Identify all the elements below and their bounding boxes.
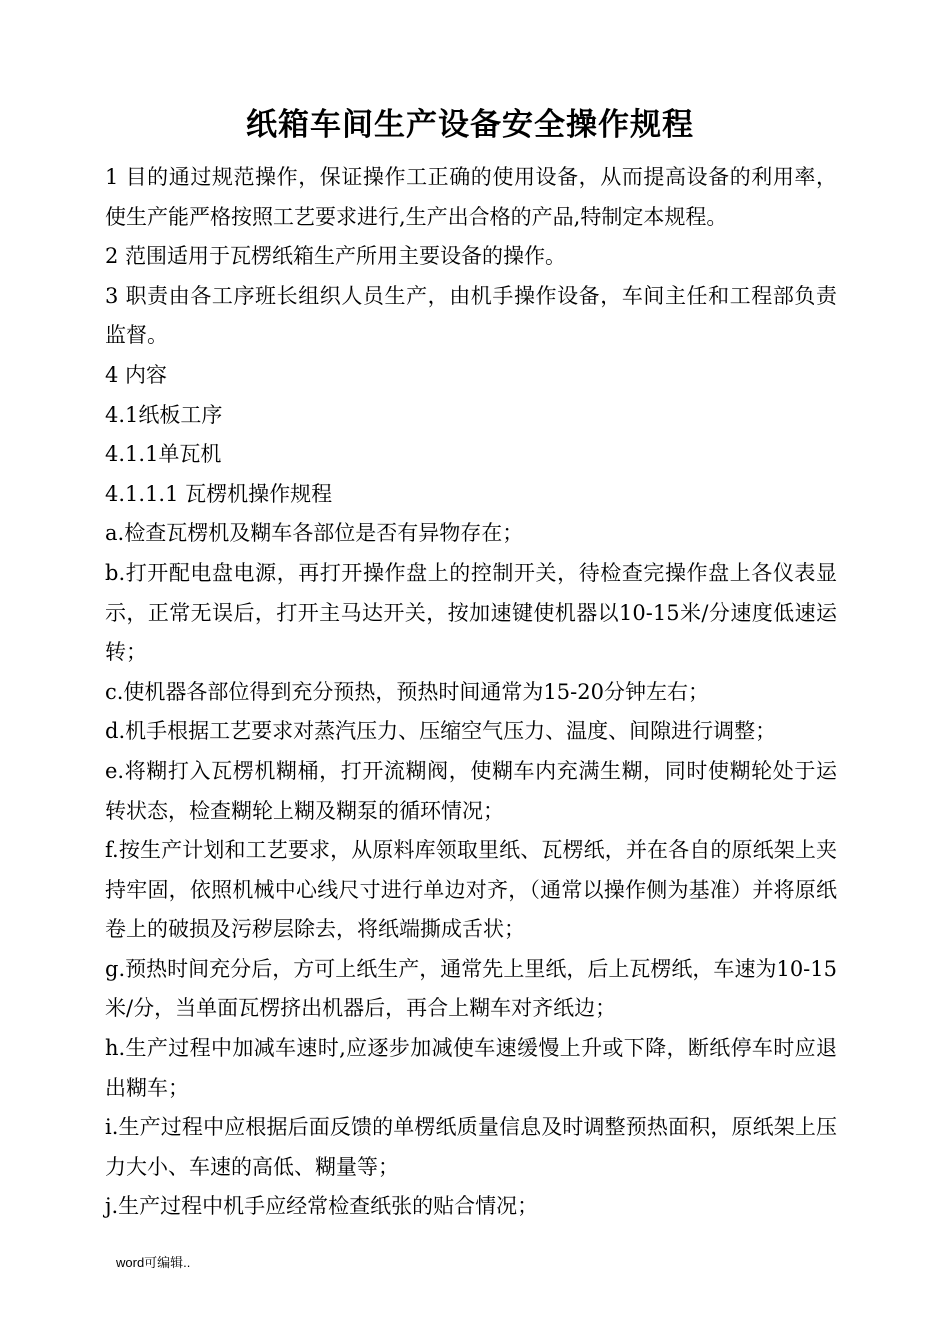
list-item-b: b.打开配电盘电源，再打开操作盘上的控制开关，待检查完操作盘上各仪表显示，正常无误后，打开主马达开关，按加速键使机器以10-15米/分速度低速运转； xyxy=(105,560,837,665)
paragraph-purpose: 1 目的通过规范操作，保证操作工正确的使用设备，从而提高设备的利用率，使生产能严格按照工艺要求进行,生产出合格的产品,特制定本规程。 xyxy=(105,165,837,229)
paragraph-responsibility: 3 职责由各工序班长组织人员生产，由机手操作设备，车间主任和工程部负责监督。 xyxy=(105,283,837,348)
section-heading-single-facer: 4.1.1单瓦机 xyxy=(105,442,222,467)
list-item-c: c.使机器各部位得到充分预热，预热时间通常为15-20分钟左右； xyxy=(105,679,709,704)
page-footer: word可编辑.. xyxy=(116,1255,191,1270)
section-heading-corrugator-rules: 4.1.1.1 瓦楞机操作规程 xyxy=(105,481,333,506)
list-item-f: f.按生产计划和工艺要求，从原料库领取里纸、瓦楞纸，并在各自的原纸架上夹持牢固，依照机械中心线尺寸进行单边对齐，（通常以操作侧为基准）并将原纸卷上的破损及污秽层除去，将纸端撕成舌状； xyxy=(105,838,837,942)
list-item-j: j.生产过程中机手应经常检查纸张的贴合情况； xyxy=(105,1194,539,1219)
section-heading-content: 4 内容 xyxy=(105,362,168,387)
list-item-h: h.生产过程中加减车速时,应逐步加减使车速缓慢上升或下降，断纸停车时应退出糊车； xyxy=(105,1036,837,1100)
list-item-i: i.生产过程中应根据后面反馈的单楞纸质量信息及时调整预热面积，原纸架上压力大小、车速的高低、糊量等； xyxy=(105,1115,837,1179)
list-item-g: g.预热时间充分后，方可上纸生产，通常先上里纸，后上瓦楞纸，车速为10-15米/分，当单面瓦楞挤出机器后，再合上糊车对齐纸边； xyxy=(105,956,837,1021)
list-item-d: d.机手根据工艺要求对蒸汽压力、压缩空气压力、温度、间隙进行调整； xyxy=(105,719,777,744)
section-heading-board-process: 4.1纸板工序 xyxy=(105,402,223,427)
list-item-a: a.检查瓦楞机及糊车各部位是否有异物存在； xyxy=(105,521,524,546)
paragraph-scope: 2 范围适用于瓦楞纸箱生产所用主要设备的操作。 xyxy=(105,244,567,269)
document-title: 纸箱车间生产设备安全操作规程 xyxy=(246,107,694,143)
list-item-e: e.将糊打入瓦楞机糊桶，打开流糊阀，使糊车内充满生糊，同时使糊轮处于运转状态，检查糊轮上糊及糊泵的循环情况； xyxy=(105,758,837,823)
document-body xyxy=(105,158,837,1227)
